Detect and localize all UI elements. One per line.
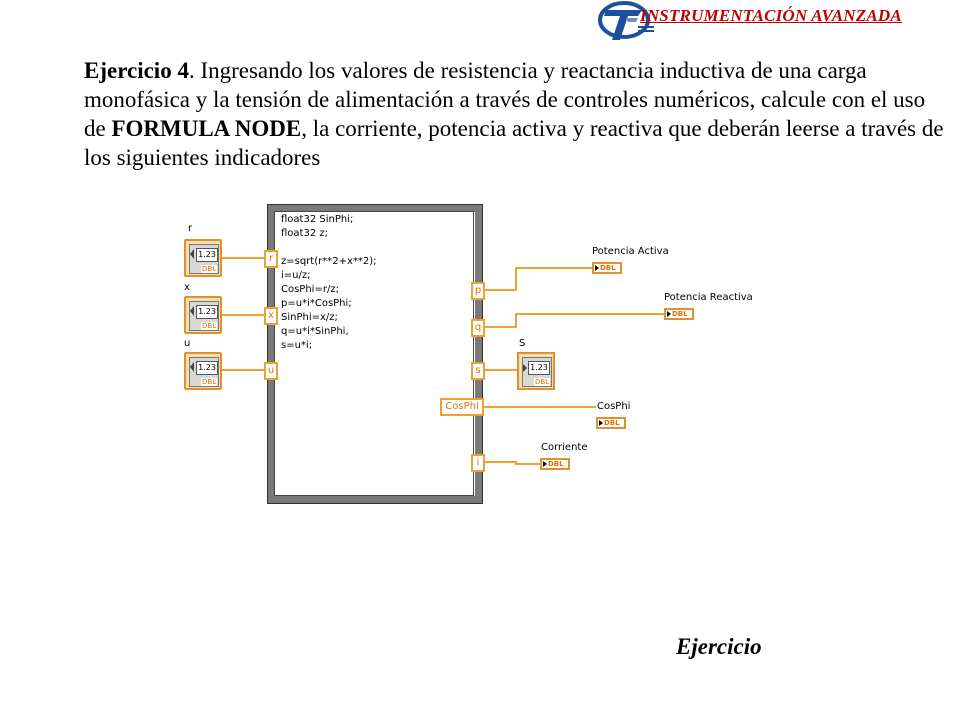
formula-code[interactable] — [281, 213, 377, 353]
indicator-cosphi[interactable] — [596, 417, 626, 429]
type-badge: DBL — [202, 378, 217, 386]
type-badge: DBL — [202, 265, 217, 273]
formula-code-line[interactable]: s=u*i; — [281, 340, 313, 351]
indicator-s[interactable] — [517, 352, 555, 390]
indicator-arrow-icon — [599, 420, 603, 426]
formula-code-line[interactable]: q=u*i*SinPhi, — [281, 326, 349, 337]
exercise-emphasis: FORMULA NODE — [111, 116, 302, 141]
formula-code-line[interactable]: z=sqrt(r**2+x**2); — [281, 256, 377, 267]
exercise-intro: . Ingresando los valores de resistencia y reactancia inductiva de una carga monofásica y la tensión de alimentación a través de controles numéricos, calcule con el uso de — [84, 58, 926, 141]
control-value-u[interactable]: 1.23 — [196, 361, 218, 375]
indicator-label-s: S — [519, 338, 526, 349]
increment-arrows-icon[interactable] — [190, 249, 194, 259]
input-tunnel-r[interactable]: r — [264, 250, 278, 268]
output-tunnel-p[interactable]: p — [471, 282, 485, 300]
type-badge: DBL — [535, 378, 550, 386]
output-tunnel-s[interactable]: s — [471, 362, 485, 380]
header-title: INSTRUMENTACIÓN AVANZADA — [640, 6, 902, 25]
indicator-arrow-icon — [523, 364, 527, 372]
indicator-label-potencia-reactiva: Potencia Reactiva — [664, 292, 753, 303]
numeric-control-x[interactable] — [184, 296, 222, 334]
formula-code-line[interactable]: float32 z; — [281, 228, 328, 239]
indicator-arrow-icon — [543, 461, 547, 467]
indicator-value-s: 1.23 — [528, 361, 550, 375]
exercise-statement — [84, 56, 944, 172]
formula-code-line[interactable]: float32 SinPhi; — [281, 214, 354, 225]
control-value-r[interactable]: 1.23 — [196, 248, 218, 262]
type-badge: DBL — [600, 264, 616, 272]
formula-code-line[interactable] — [281, 241, 377, 255]
control-label-r: r — [188, 223, 193, 234]
increment-arrows-icon[interactable] — [190, 362, 194, 372]
output-tunnel-q[interactable]: q — [471, 319, 485, 337]
indicator-arrow-icon — [667, 311, 671, 317]
control-value-x[interactable]: 1.23 — [196, 305, 218, 319]
indicator-label-potencia-activa: Potencia Activa — [592, 246, 669, 257]
indicator-arrow-icon — [595, 265, 599, 271]
control-label-u: u — [184, 338, 191, 349]
indicator-label-corriente: Corriente — [541, 442, 588, 453]
numeric-control-r[interactable] — [184, 239, 222, 277]
exercise-number: Ejercicio 4 — [84, 58, 189, 83]
formula-code-line[interactable]: i=u/z; — [281, 270, 311, 281]
input-tunnel-x[interactable]: x — [264, 307, 278, 325]
formula-code-line[interactable]: CosPhi=r/z; — [281, 284, 339, 295]
type-badge: DBL — [672, 310, 688, 318]
control-label-x: x — [184, 282, 190, 293]
indicator-label-cosphi: CosPhi — [597, 401, 631, 412]
exercise-rest: , la corriente, potencia activa y reactiva que deberán leerse a través de los siguientes indicadores — [84, 116, 944, 170]
indicator-potencia-reactiva[interactable] — [664, 308, 694, 320]
increment-arrows-icon[interactable] — [190, 306, 194, 316]
formula-code-line[interactable]: p=u*i*CosPhi; — [281, 298, 352, 309]
indicator-corriente[interactable] — [540, 458, 570, 470]
numeric-control-u[interactable] — [184, 352, 222, 390]
type-badge: DBL — [202, 322, 217, 330]
wire-p — [484, 268, 592, 290]
footer-caption: Ejercicio — [676, 634, 762, 659]
output-tunnel-cosphi[interactable]: CosPhi — [440, 398, 484, 416]
formula-code-line[interactable]: SinPhi=x/z; — [281, 312, 338, 323]
output-tunnel-i[interactable]: i — [471, 454, 485, 472]
wire-q — [484, 314, 664, 327]
indicator-potencia-activa[interactable] — [592, 262, 622, 274]
wire-i — [484, 462, 540, 464]
input-tunnel-u[interactable]: u — [264, 362, 278, 380]
type-badge: DBL — [548, 460, 564, 468]
type-badge: DBL — [604, 419, 620, 427]
